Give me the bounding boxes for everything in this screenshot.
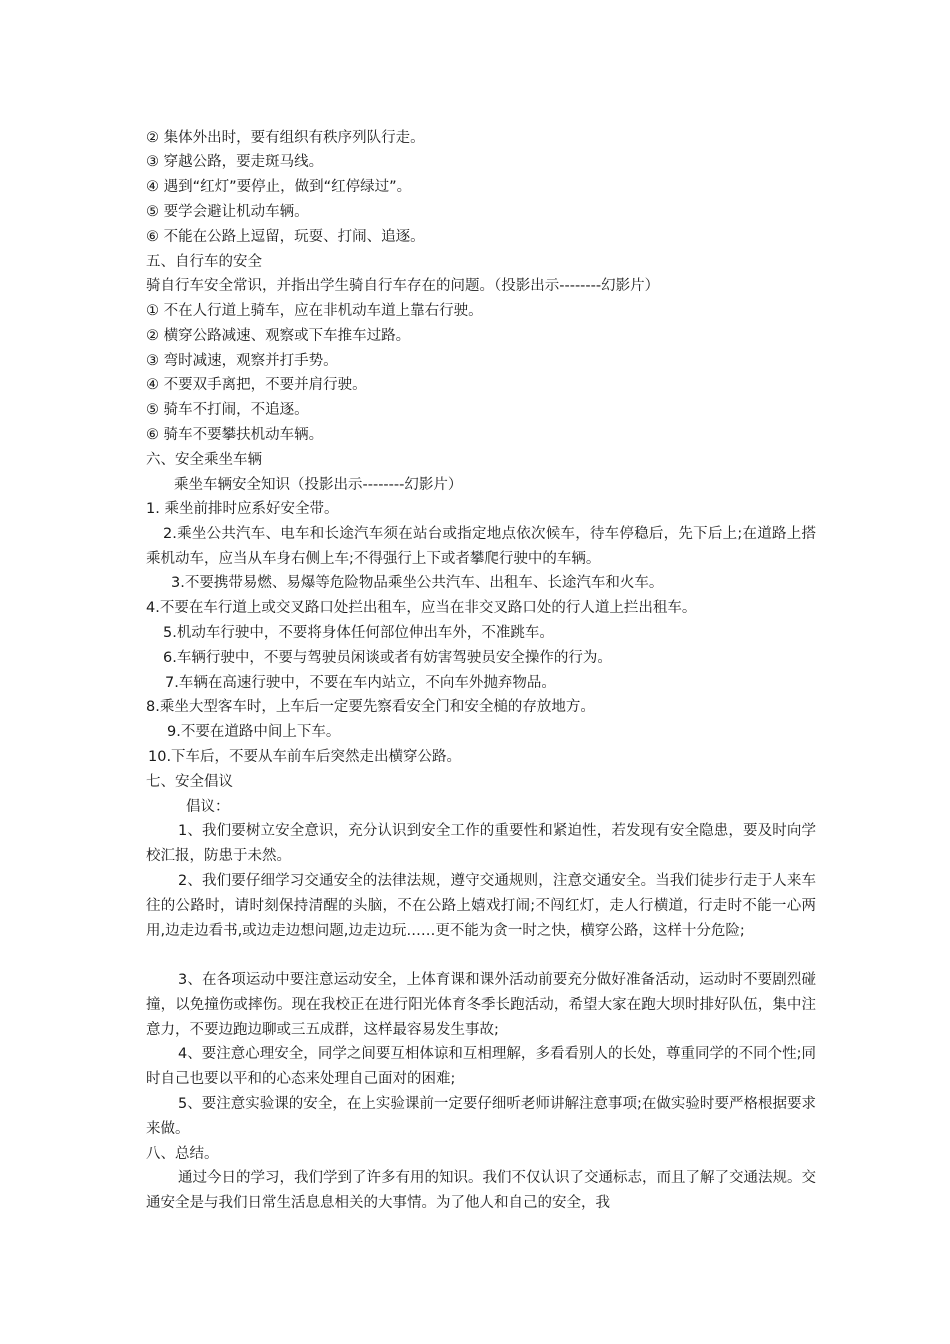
paragraph: 倡议： xyxy=(186,799,230,815)
list-item: ② 横穿公路减速、观察或下车推车过路。 xyxy=(146,328,411,344)
paragraph: 5、要注意实验课的安全，在上实验课前一定要仔细听老师讲解注意事项;在做实验时要严格根据要求来做。 xyxy=(146,1096,816,1137)
paragraph: 2、我们要仔细学习交通安全的法律法规，遵守交通规则，注意交通安全。当我们徒步行走于人来车往的公路时，请时刻保持清醒的头脑，不在公路上嬉戏打闹;不闯红灯，走人行横道，行走时不能一心两用,边走边看书,或边走边想问题,边走边玩……更不能为贪一时之快，横穿公路，这样十分危险; xyxy=(146,873,816,939)
section-heading: 五、自行车的安全 xyxy=(146,254,262,270)
paragraph: 1、我们要树立安全意识，充分认识到安全工作的重要性和紧迫性，若发现有安全隐患，要及时向学校汇报，防患于未然。 xyxy=(146,823,816,864)
list-item: 1. 乘坐前排时应系好安全带。 xyxy=(146,501,339,517)
list-item: ⑥ 不能在公路上逗留，玩耍、打闹、追逐。 xyxy=(146,229,425,245)
paragraph: 骑自行车安全常识，并指出学生骑自行车存在的问题。（投影出示--------幻影片） xyxy=(146,278,660,294)
list-item: ① 不在人行道上骑车，应在非机动车道上靠右行驶。 xyxy=(146,303,483,319)
list-item: ⑤ 骑车不打闹，不追逐。 xyxy=(146,402,309,418)
list-item: ④ 遇到“红灯”要停止，做到“红停绿过”。 xyxy=(146,179,412,195)
list-item: 8.乘坐大型客车时，上车后一定要先察看安全门和安全槌的存放地方。 xyxy=(146,699,595,715)
list-item: ③ 弯时减速，观察并打手势。 xyxy=(146,353,338,369)
list-item: 7.车辆在高速行驶中，不要在车内站立，不向车外抛弃物品。 xyxy=(165,675,556,691)
list-item: 10.下车后，不要从车前车后突然走出横穿公路。 xyxy=(148,749,462,765)
list-item: ③ 穿越公路，要走斑马线。 xyxy=(146,154,324,170)
section-heading: 七、安全倡议 xyxy=(146,774,233,790)
list-item: ② 集体外出时，要有组织有秩序列队行走。 xyxy=(146,130,425,146)
list-item: ⑤ 要学会避让机动车辆。 xyxy=(146,204,309,220)
section-heading: 六、安全乘坐车辆 xyxy=(146,452,262,468)
paragraph: 3、在各项运动中要注意运动安全，上体育课和课外活动前要充分做好准备活动，运动时不要剧烈碰撞，以免撞伤或摔伤。现在我校正在进行阳光体育冬季长跑活动，希望大家在跑大坝时排好队伍，集中注意力，不要边跑边聊或三五成群，这样最容易发生事故; xyxy=(146,972,816,1038)
list-item: 2.乘坐公共汽车、电车和长途汽车须在站台或指定地点依次候车，待车停稳后，先下后上;在道路上搭乘机动车，应当从车身右侧上车;不得强行上下或者攀爬行驶中的车辆。 xyxy=(146,526,816,567)
paragraph: 乘坐车辆安全知识（投影出示--------幻影片） xyxy=(174,477,463,493)
list-item: ④ 不要双手离把，不要并肩行驶。 xyxy=(146,377,367,393)
list-item: 6.车辆行驶中，不要与驾驶员闲谈或者有妨害驾驶员安全操作的行为。 xyxy=(163,650,612,666)
paragraph: 通过今日的学习，我们学到了许多有用的知识。我们不仅认识了交通标志，而且了解了交通法规。交通安全是与我们日常生活息息相关的大事情。为了他人和自己的安全，我 xyxy=(146,1170,816,1211)
list-item: 9.不要在道路中间上下车。 xyxy=(167,724,341,740)
list-item: ⑥ 骑车不要攀扶机动车辆。 xyxy=(146,427,324,443)
list-item: 5.机动车行驶中，不要将身体任何部位伸出车外，不准跳车。 xyxy=(163,625,554,641)
list-item: 4.不要在车行道上或交叉路口处拦出租车，应当在非交叉路口处的行人道上拦出租车。 xyxy=(146,600,697,616)
paragraph: 4、要注意心理安全，同学之间要互相体谅和互相理解，多看看别人的长处，尊重同学的不同个性;同时自己也要以平和的心态来处理自己面对的困难; xyxy=(146,1046,816,1087)
list-item: 3.不要携带易燃、易爆等危险物品乘坐公共汽车、出租车、长途汽车和火车。 xyxy=(171,575,664,591)
section-heading: 八、总结。 xyxy=(146,1146,219,1162)
